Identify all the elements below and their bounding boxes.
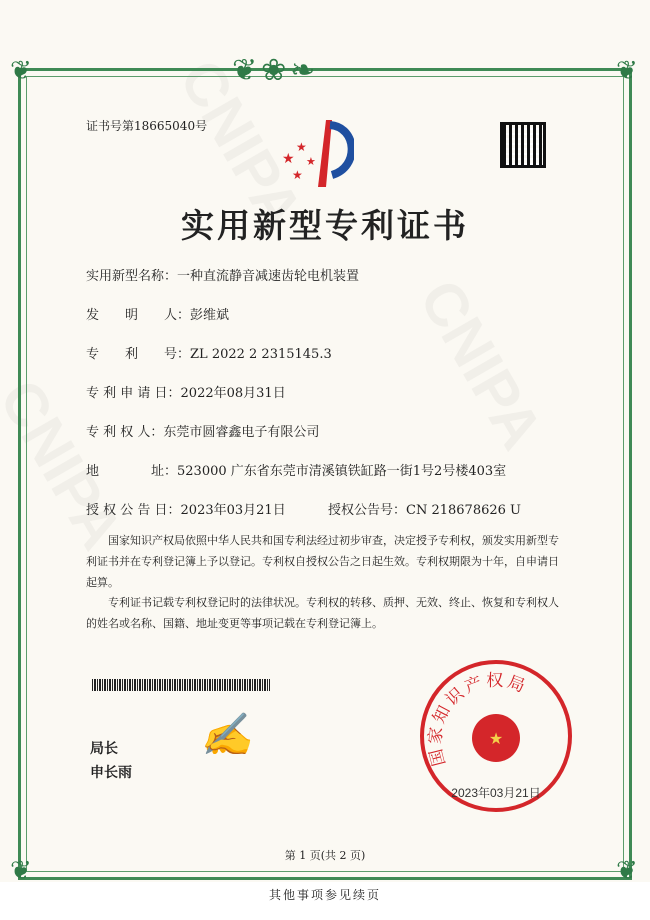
field-patent-number: 专 利 号：ZL 2022 2 2315145.3	[86, 347, 332, 362]
cnipa-logo-icon	[282, 115, 354, 193]
director-name: 申长雨	[90, 764, 132, 780]
certificate-title: 实用新型专利证书	[181, 206, 469, 245]
field-address: 地 址：523000 广东省东莞市清溪镇铁缸路一街1号2号楼403室	[86, 464, 507, 479]
qr-code	[500, 122, 546, 168]
corner-ornament: ❦	[616, 56, 638, 86]
svg-text:★: ★	[282, 151, 295, 167]
corner-ornament: ❦	[10, 856, 32, 886]
field-application-date: 专 利 申 请 日：2022年08月31日	[86, 386, 286, 401]
field-patentee: 专 利 权 人：东莞市圆睿鑫电子有限公司	[86, 425, 320, 440]
svg-text:★: ★	[306, 155, 316, 168]
svg-text:★: ★	[296, 140, 307, 154]
page-number: 第 1 页(共 2 页)	[284, 849, 366, 862]
director-title: 局长	[90, 740, 118, 756]
signature: ✍	[200, 710, 259, 759]
top-ornament: ❦❀❧	[232, 53, 320, 88]
corner-ornament: ❦	[10, 56, 32, 86]
seal-date: 2023年03月21日	[451, 786, 541, 800]
svg-text:国家知识产权局: 国家知识产权局	[425, 671, 531, 769]
barcode	[92, 679, 270, 691]
svg-text:★: ★	[488, 729, 504, 748]
paragraph: 国家知识产权局依照中华人民共和国专利法经过初步审查，决定授予专利权，颁发实用新型专利证书并在专利登记簿上予以登记。专利权自授权公告之日起生效。专利权期限为十年，自申请日起算。	[86, 534, 559, 589]
svg-text:★: ★	[292, 168, 303, 182]
corner-ornament: ❦	[616, 856, 638, 886]
certificate-number: 证书号第18665040号	[86, 119, 208, 133]
continued-note: 其他事项参见续页	[268, 888, 381, 902]
field-grant-number: 授权公告号：CN 218678626 U	[328, 503, 521, 518]
paragraph: 专利证书记载专利权登记时的法律状况。专利权的转移、质押、无效、终止、恢复和专利权人的姓名或名称、国籍、地址变更等事项记载在专利登记簿上。	[86, 596, 559, 630]
field-inventor: 发 明 人：彭维斌	[86, 308, 230, 323]
field-grant-date: 授 权 公 告 日：2023年03月21日	[86, 503, 286, 518]
field-utility-model-name: 实用新型名称：一种直流静音减速齿轮电机装置	[86, 269, 360, 284]
official-seal	[420, 660, 572, 812]
